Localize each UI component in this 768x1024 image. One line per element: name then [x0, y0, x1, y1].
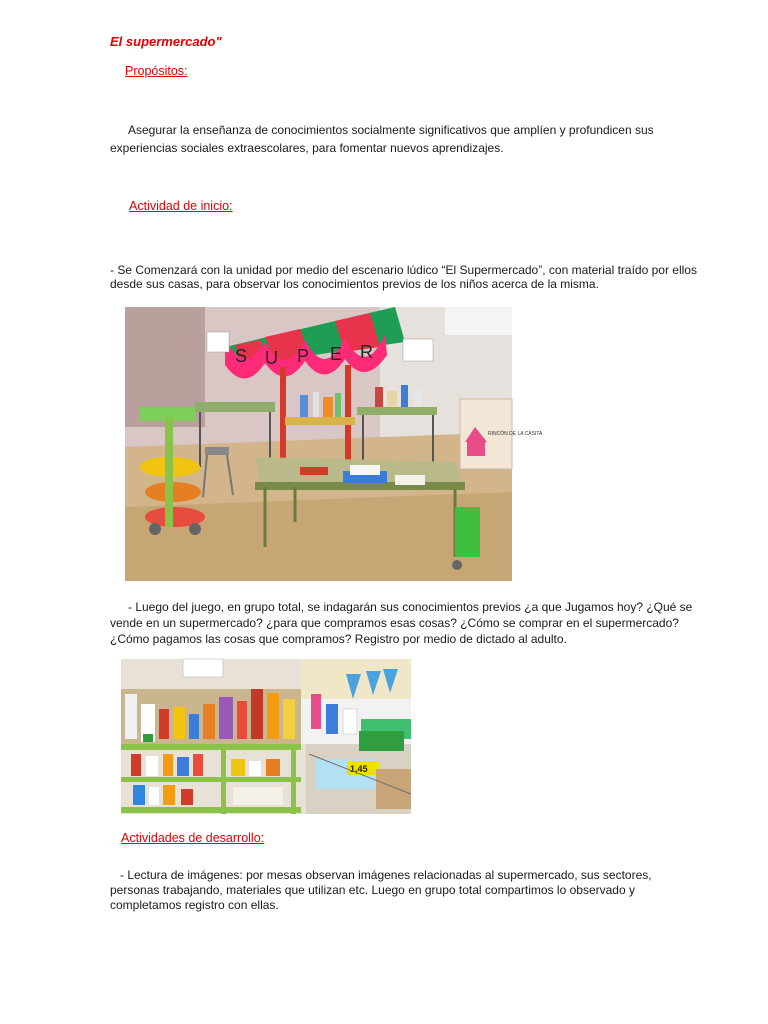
- after-play-text-line-2: vende en un supermercado? ¿para que compramos esas cosas? ¿Cómo se comprar en el supermercado?: [110, 616, 679, 630]
- start-activity-heading: Actividad de inicio:: [129, 199, 233, 213]
- after-play-text-line-1: - Luego del juego, en grupo total, se indagarán sus conocimientos previos ¿a que Jugamos hoy? ¿Qué se: [128, 600, 693, 614]
- purposes-text-line-2: experiencias sociales extraescolares, para fomentar nuevos aprendizajes.: [110, 141, 504, 155]
- development-text-line-2: personas trabajando, materiales que utilizan etc. Luego en grupo total compartimos lo observado y: [110, 883, 635, 897]
- banner-letter: P: [297, 346, 310, 366]
- banner-letter: R: [360, 342, 373, 362]
- development-text-line-3: completamos registro con ellas.: [110, 898, 279, 912]
- price-tag-text: 1,45: [350, 764, 368, 774]
- document-title: El supermercado": [110, 34, 222, 49]
- start-text-line-2: desde sus casas, para observar los conocimientos previos de los niños acerca de la misma.: [110, 277, 599, 291]
- banner-letter: U: [265, 348, 278, 368]
- start-text-line-1: - Se Comenzará con la unidad por medio del escenario lúdico “El Supermercado”, con material traído por ellos: [110, 263, 697, 277]
- banner-letter: E: [330, 344, 343, 364]
- corner-sign-text: RINCÓN DE LA CASITA: [488, 431, 543, 437]
- development-activities-heading: Actividades de desarrollo:: [121, 831, 265, 845]
- supermarket-shelves-photo: [121, 659, 411, 814]
- supermarket-classroom-photo: [125, 307, 543, 581]
- purposes-heading: Propósitos:: [125, 64, 188, 78]
- after-play-text-line-3: ¿Cómo pagamos las cosas que compramos? Registro por medio de dictado al adulto.: [110, 632, 567, 646]
- development-text-line-1: - Lectura de imágenes: por mesas observan imágenes relacionadas al supermercado, sus sectores,: [120, 868, 652, 882]
- purposes-text-line-1: Asegurar la enseñanza de conocimientos socialmente significativos que amplíen y profundicen sus: [128, 123, 654, 137]
- banner-letter: S: [235, 346, 248, 366]
